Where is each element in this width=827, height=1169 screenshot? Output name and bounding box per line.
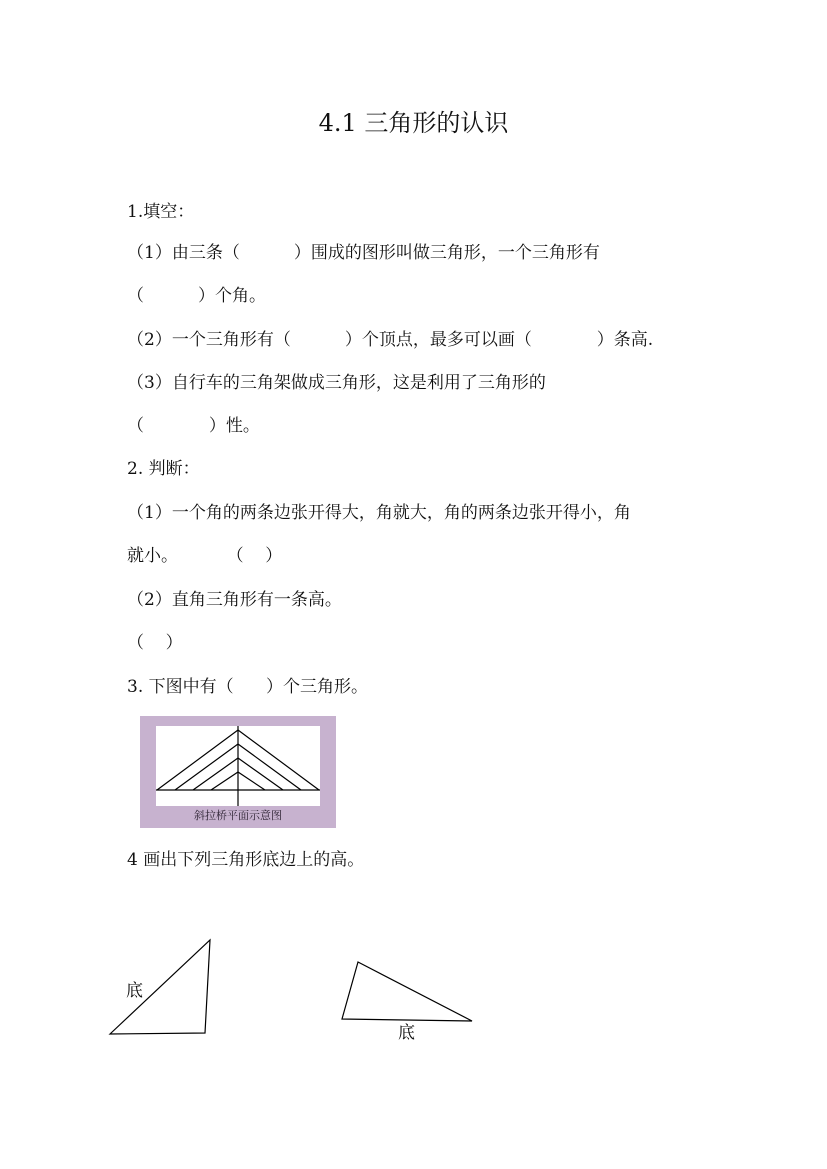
q2-heading: 2. 判断： — [127, 459, 200, 479]
q4-heading: 4 画出下列三角形底边上的高。 — [127, 850, 365, 870]
q2-line-3: （2）直角三角形有一条高。 — [127, 590, 342, 610]
triangle-left-base-label: 底 — [126, 981, 143, 1001]
bridge-figure-caption: 斜拉桥平面示意图 — [194, 809, 282, 822]
q3-heading: 3. 下图中有（ ）个三角形。 — [127, 677, 369, 697]
q1-line-3: （2）一个三角形有（ ）个顶点，最多可以画（ ）条高. — [127, 330, 654, 350]
q1-line-1: （1）由三条（ ）围成的图形叫做三角形，一个三角形有 — [127, 243, 600, 263]
q1-line-5: （ ）性。 — [127, 416, 260, 436]
q1-heading: 1.填空： — [127, 202, 195, 222]
triangle-right — [342, 962, 472, 1021]
q2-line-1: （1）一个角的两条边张开得大，角就大，角的两条边张开得小，角 — [127, 503, 631, 523]
q1-line-2: （ ）个角。 — [127, 286, 267, 306]
q1-line-4: （3）自行车的三角架做成三角形，这是利用了三角形的 — [127, 373, 546, 393]
triangle-right-base-label: 底 — [398, 1023, 415, 1043]
q2-line-2: 就小。 （ ） — [127, 546, 283, 566]
triangle-left — [110, 940, 210, 1034]
page-title: 4.1 三角形的认识 — [318, 109, 509, 137]
q2-line-4: （ ） — [127, 633, 183, 653]
